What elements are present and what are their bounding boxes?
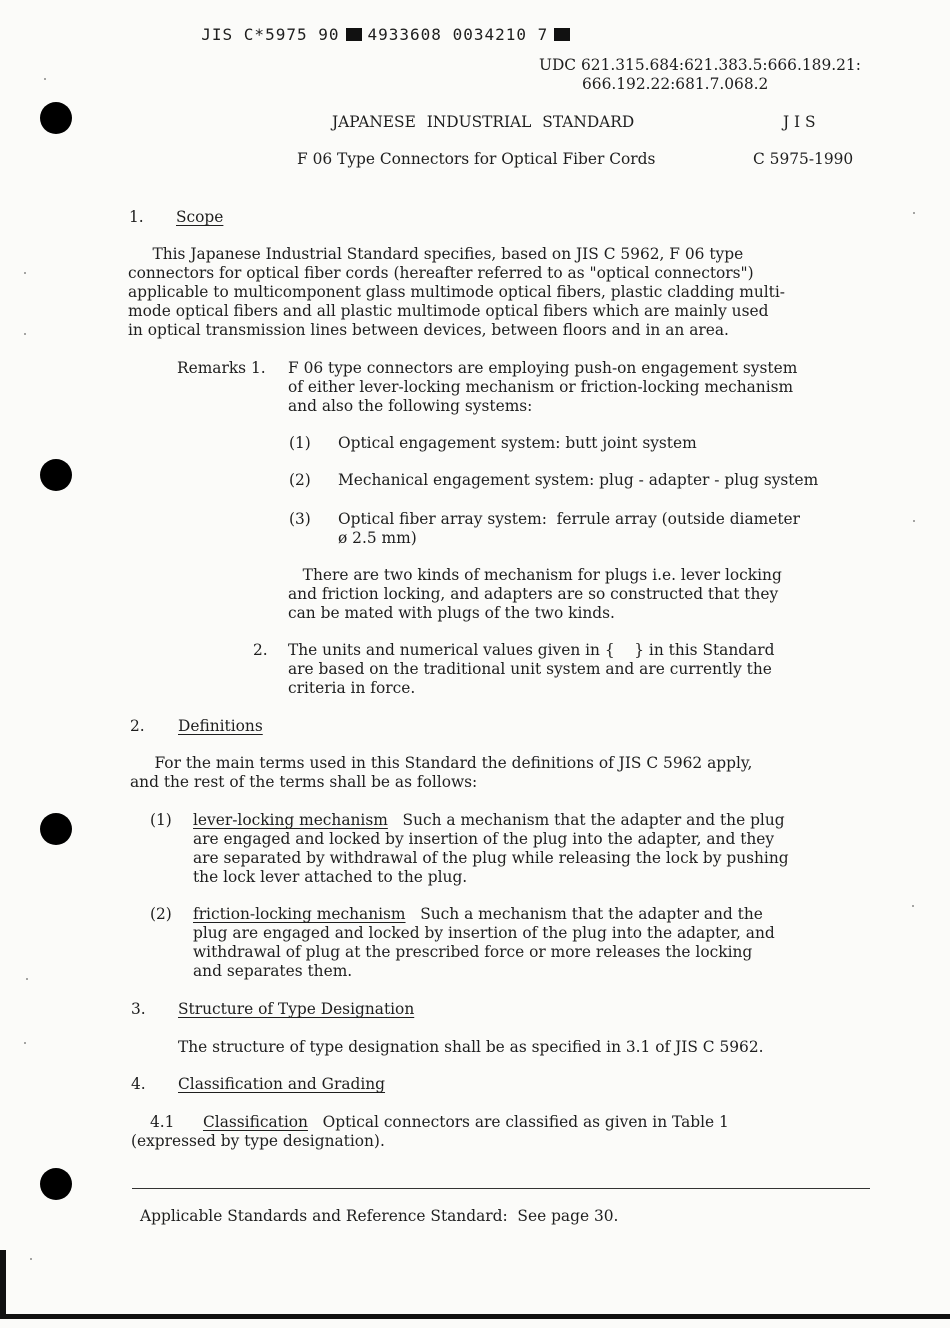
- section-2-heading: Definitions: [178, 717, 263, 735]
- text-line: Mechanical engagement system: plug - adapter - plug system: [338, 471, 819, 489]
- text-line: and also the following systems:: [288, 397, 533, 415]
- subsection-4-1-line-2: (expressed by type designation).: [131, 1132, 385, 1150]
- scan-speck: [44, 78, 46, 80]
- udc-line-1: UDC 621.315.684:621.383.5:666.189.21:: [539, 56, 861, 74]
- scope-paragraph: [128, 245, 785, 340]
- text-line: connectors for optical fiber cords (hereafter referred to as "optical connectors"): [128, 264, 754, 282]
- text-line: the lock lever attached to the plug.: [193, 868, 468, 886]
- definition-1-lead: Such a mechanism that the adapter and the plug: [387, 811, 785, 829]
- subsection-4-1-number: 4.1: [150, 1113, 175, 1131]
- subsection-4-1-line: [203, 1113, 729, 1131]
- remark-2-text: [288, 641, 775, 698]
- text-line: plug are engaged and locked by insertion of the plug into the adapter, and: [193, 924, 775, 942]
- standard-number: C 5975-1990: [753, 150, 854, 168]
- section-3-paragraph: The structure of type designation shall be as specified in 3.1 of JIS C 5962.: [178, 1038, 764, 1056]
- remark-2-number: 2.: [253, 641, 268, 659]
- binder-hole: [40, 459, 72, 491]
- section-4-heading: Classification and Grading: [178, 1075, 386, 1093]
- text-line: Optical engagement system: butt joint system: [338, 434, 697, 452]
- scan-speck: [24, 1042, 26, 1044]
- binder-hole: [40, 813, 72, 845]
- remark-item-number: (3): [289, 510, 311, 528]
- remark-item-number: (1): [289, 434, 311, 452]
- black-mark: [346, 28, 362, 41]
- remark-1-text: [288, 359, 797, 416]
- text-line: mode optical fibers and all plastic multimode optical fibers which are mainly used: [128, 302, 769, 320]
- udc-line-2: 666.192.22:681.7.068.2: [582, 75, 769, 93]
- document-title: F 06 Type Connectors for Optical Fiber Cords: [297, 150, 656, 168]
- scan-speck: [913, 212, 915, 214]
- definition-2-first-line: [193, 905, 775, 924]
- binder-hole: [40, 102, 72, 134]
- text-line: in optical transmission lines between devices, between floors and in an area.: [128, 321, 729, 339]
- text-line: Optical fiber array system: ferrule array (outside diameter: [338, 510, 801, 528]
- section-2-number: 2.: [130, 717, 145, 735]
- document-code-serial: 4933608 0034210 7: [367, 25, 549, 44]
- text-line: F 06 type connectors are employing push-on engagement system: [288, 359, 798, 377]
- text-line: criteria in force.: [288, 679, 416, 697]
- binder-hole: [40, 1168, 72, 1200]
- definition-2-term: friction-locking mechanism: [193, 905, 406, 923]
- footnote-text: Applicable Standards and Reference Standard: See page 30.: [140, 1207, 619, 1225]
- remark-item-text: [338, 434, 697, 453]
- remark-item-text: [338, 471, 818, 490]
- definition-1-number: (1): [150, 811, 172, 829]
- text-line: and the rest of the terms shall be as follows:: [130, 773, 478, 791]
- section-4-number: 4.: [131, 1075, 146, 1093]
- standard-organization: JAPANESE INDUSTRIAL STANDARD: [332, 113, 635, 131]
- definition-1-text: [193, 811, 789, 887]
- text-line: are based on the traditional unit system and are currently the: [288, 660, 772, 678]
- definition-2-lead: Such a mechanism that the adapter and the: [405, 905, 763, 923]
- section-3-heading: Structure of Type Designation: [178, 1000, 415, 1018]
- footnote-divider: [132, 1188, 870, 1189]
- scan-bottom-edge: [0, 1314, 950, 1319]
- text-line: There are two kinds of mechanism for plugs i.e. lever locking: [288, 566, 782, 584]
- scan-speck: [24, 272, 26, 274]
- jis-mark: J I S: [783, 113, 816, 131]
- subsection-4-1-text: Optical connectors are classified as given in Table 1: [307, 1113, 729, 1131]
- remarks-label: Remarks 1.: [177, 359, 266, 377]
- text-line: This Japanese Industrial Standard specifies, based on JIS C 5962, F 06 type: [128, 245, 744, 263]
- text-line: For the main terms used in this Standard the definitions of JIS C 5962 apply,: [130, 754, 753, 772]
- definitions-paragraph: [130, 754, 752, 792]
- remark-item-text: [338, 510, 800, 548]
- text-line: The units and numerical values given in { } in this Standard: [288, 641, 775, 659]
- section-3-number: 3.: [131, 1000, 146, 1018]
- definition-1-first-line: [193, 811, 789, 830]
- definition-2-number: (2): [150, 905, 172, 923]
- scan-speck: [912, 905, 914, 907]
- scan-speck: [26, 978, 28, 980]
- text-line: can be mated with plugs of the two kinds.: [288, 604, 615, 622]
- scan-speck: [913, 520, 915, 522]
- document-code: JIS C*5975 90: [201, 25, 340, 44]
- subsection-4-1-heading: Classification: [203, 1113, 308, 1131]
- scan-speck: [24, 333, 26, 335]
- text-line: are engaged and locked by insertion of the plug into the adapter, and they: [193, 830, 775, 848]
- text-line: applicable to multicomponent glass multimode optical fibers, plastic cladding multi-: [128, 283, 785, 301]
- remark-item-number: (2): [289, 471, 311, 489]
- text-line: are separated by withdrawal of the plug while releasing the lock by pushing: [193, 849, 789, 867]
- black-mark: [554, 28, 570, 41]
- text-line: ø 2.5 mm): [338, 529, 417, 547]
- scan-speck: [30, 1258, 32, 1260]
- section-1-number: 1.: [129, 208, 144, 226]
- text-line: withdrawal of plug at the prescribed force or more releases the locking: [193, 943, 753, 961]
- section-1-heading: Scope: [176, 208, 224, 226]
- definition-2-text: [193, 905, 775, 981]
- text-line: and friction locking, and adapters are so constructed that they: [288, 585, 779, 603]
- scan-left-edge: [0, 1250, 6, 1316]
- text-line: and separates them.: [193, 962, 353, 980]
- text-line: of either lever-locking mechanism or friction-locking mechanism: [288, 378, 794, 396]
- remark-1-continuation: [288, 566, 782, 623]
- document-code-header: [180, 6, 576, 44]
- definition-1-term: lever-locking mechanism: [193, 811, 388, 829]
